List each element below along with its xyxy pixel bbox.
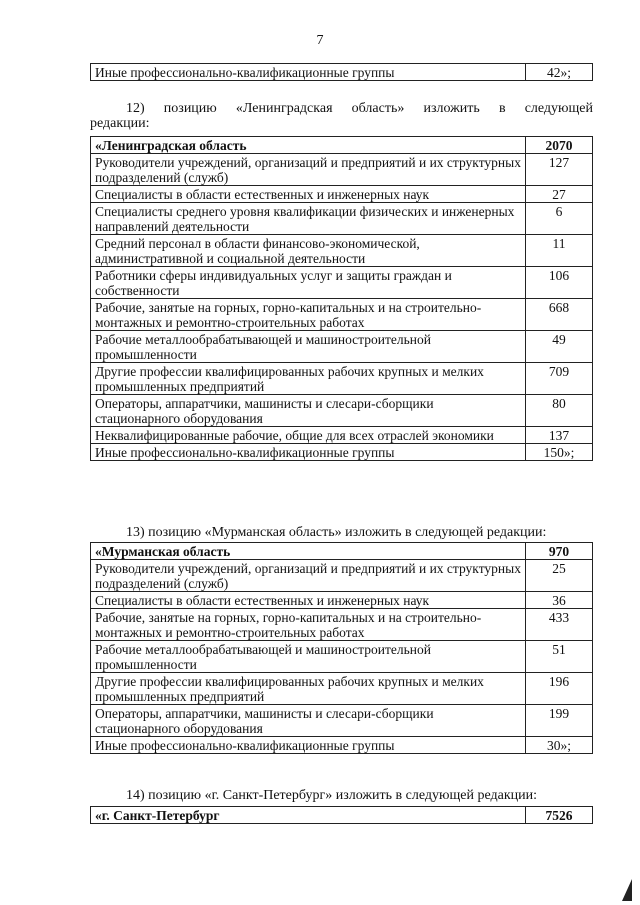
- page-number: 7: [316, 33, 324, 48]
- row-label: Иные профессионально-квалификационные группы: [91, 64, 526, 81]
- row-value: 42»;: [526, 64, 593, 81]
- section-13-intro: [90, 525, 593, 540]
- row-value: 25: [526, 560, 593, 592]
- table-row: [91, 641, 593, 673]
- row-label: Операторы, аппаратчики, машинисты и слесари-сборщики стационарного оборудования: [91, 705, 526, 737]
- row-label: Специалисты среднего уровня квалификации физических и инженерных направлений деятельности: [91, 203, 526, 235]
- row-label: Операторы, аппаратчики, машинисты и слесари-сборщики стационарного оборудования: [91, 395, 526, 427]
- region-title: «Мурманская область: [91, 543, 526, 560]
- table-row: [91, 427, 593, 444]
- top-table: [90, 63, 593, 81]
- row-value: 668: [526, 299, 593, 331]
- table-row: [91, 705, 593, 737]
- table-row: [91, 560, 593, 592]
- region-title: «г. Санкт-Петербург: [91, 807, 526, 824]
- row-label: Рабочие металлообрабатывающей и машиностроительной промышленности: [91, 641, 526, 673]
- row-label: Иные профессионально-квалификационные группы: [91, 444, 526, 461]
- table-row: [91, 737, 593, 754]
- row-label: Рабочие, занятые на горных, горно-капитальных и на строительно-монтажных и ремонтно-строительных работах: [91, 609, 526, 641]
- table-row: [91, 203, 593, 235]
- table-header-row: [91, 543, 593, 560]
- row-label: Другие профессии квалифицированных рабочих крупных и мелких промышленных предприятий: [91, 673, 526, 705]
- leningrad-table: [90, 136, 593, 461]
- region-title: «Ленинградская область: [91, 137, 526, 154]
- section-14-intro: [90, 788, 593, 803]
- row-label: Работники сферы индивидуальных услуг и защиты граждан и собственности: [91, 267, 526, 299]
- region-total: 7526: [526, 807, 593, 824]
- region-total: 2070: [526, 137, 593, 154]
- row-value: 36: [526, 592, 593, 609]
- row-value: 137: [526, 427, 593, 444]
- section-14-intro-text: 14) позицию «г. Санкт-Петербург» изложить в следующей редакции:: [126, 788, 537, 803]
- scan-artifact-mark: [622, 879, 632, 901]
- section-13-intro-text: 13) позицию «Мурманская область» изложить в следующей редакции:: [126, 525, 547, 540]
- row-value: 6: [526, 203, 593, 235]
- murmansk-table: [90, 542, 593, 754]
- row-label: Иные профессионально-квалификационные группы: [91, 737, 526, 754]
- row-label: Рабочие, занятые на горных, горно-капитальных и на строительно-монтажных и ремонтно-строительных работах: [91, 299, 526, 331]
- row-label: Руководители учреждений, организаций и предприятий и их структурных подразделений (служб): [91, 560, 526, 592]
- row-value: 30»;: [526, 737, 593, 754]
- row-value: 11: [526, 235, 593, 267]
- section-12-intro-line1: 12) позицию «Ленинградская область» изложить в следующей: [126, 101, 593, 116]
- row-value: 709: [526, 363, 593, 395]
- spb-table: [90, 806, 593, 824]
- table-row: [91, 444, 593, 461]
- row-value: 80: [526, 395, 593, 427]
- table-row: [91, 235, 593, 267]
- row-label: Специалисты в области естественных и инженерных наук: [91, 186, 526, 203]
- row-label: Специалисты в области естественных и инженерных наук: [91, 592, 526, 609]
- table-row: [91, 267, 593, 299]
- row-value: 199: [526, 705, 593, 737]
- section-12-intro: [90, 101, 593, 131]
- row-value: 51: [526, 641, 593, 673]
- row-value: 150»;: [526, 444, 593, 461]
- table-row: [91, 331, 593, 363]
- table-row: [91, 363, 593, 395]
- row-value: 196: [526, 673, 593, 705]
- table-row: [91, 673, 593, 705]
- table-row: [91, 64, 593, 81]
- section-12-intro-line2: редакции:: [90, 116, 150, 131]
- table-row: [91, 609, 593, 641]
- row-label: Руководители учреждений, организаций и предприятий и их структурных подразделений (служб): [91, 154, 526, 186]
- row-label: Рабочие металлообрабатывающей и машиностроительной промышленности: [91, 331, 526, 363]
- row-label: Средний персонал в области финансово-экономической, административной и социальной деятельности: [91, 235, 526, 267]
- row-value: 433: [526, 609, 593, 641]
- table-row: [91, 154, 593, 186]
- table-header-row: [91, 137, 593, 154]
- table-row: [91, 299, 593, 331]
- table-row: [91, 395, 593, 427]
- row-value: 127: [526, 154, 593, 186]
- table-header-row: [91, 807, 593, 824]
- table-row: [91, 592, 593, 609]
- table-row: [91, 186, 593, 203]
- row-value: 27: [526, 186, 593, 203]
- row-label: Неквалифицированные рабочие, общие для всех отраслей экономики: [91, 427, 526, 444]
- row-value: 49: [526, 331, 593, 363]
- row-label: Другие профессии квалифицированных рабочих крупных и мелких промышленных предприятий: [91, 363, 526, 395]
- row-value: 106: [526, 267, 593, 299]
- region-total: 970: [526, 543, 593, 560]
